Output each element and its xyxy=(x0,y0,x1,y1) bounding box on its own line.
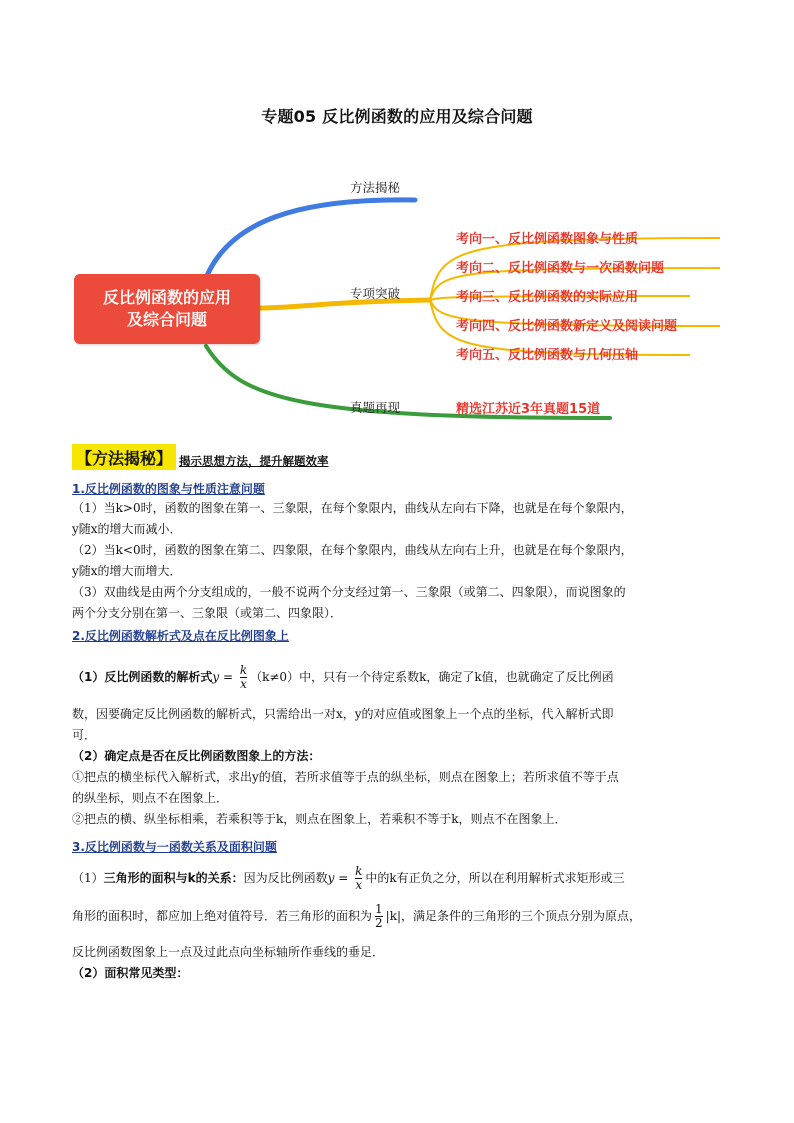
formula-equals: = xyxy=(219,670,237,684)
branch-method-label: 方法揭秘 xyxy=(350,180,401,195)
fraction-denominator: x xyxy=(240,677,247,691)
text-line: 两个分支分别在第一、三象限（或第二、四象限）． xyxy=(72,606,343,620)
formula-y: y xyxy=(212,670,220,684)
text-line: （1）当k>0时，函数的图象在第一、三象限，在每个象限内，曲线从左向右下降，也就是在每个象限内， xyxy=(72,501,633,515)
text-line: y随x的增大而增大． xyxy=(72,564,182,578)
special-branch-line xyxy=(258,300,430,308)
formula-line xyxy=(72,660,724,694)
center-line-1: 反比例函数的应用 xyxy=(102,288,231,307)
formula-line xyxy=(72,896,724,936)
fraction-one-half xyxy=(375,903,383,930)
text-line: 中的k有正负之分，所以在利用解析式求矩形或三 xyxy=(365,871,625,885)
text-line: 反比例函数图象上一点及过此点向坐标轴所作垂线的垂足． xyxy=(72,945,385,959)
text-line: 数，因要确定反比例函数的解析式，只需给出一对x，y的对应值或图象上一个点的坐标，代入解析式即 xyxy=(72,707,614,721)
fraction-numerator: 1 xyxy=(375,902,383,916)
method-branch-line xyxy=(206,200,415,278)
section-head-subtitle: 揭示思想方法，提升解题效率 xyxy=(179,454,329,468)
text-line: （k≠0）中，只有一个待定系数k，确定了k值，也就确定了反比例函 xyxy=(250,670,614,684)
exam-item: 精选江苏近3年真题15道 xyxy=(456,402,601,417)
text-line: ②把点的横、纵坐标相乘，若乘积等于k，则点在图象上，若乘积不等于k，则点不在图象上． xyxy=(72,812,567,826)
formula-equals: = xyxy=(334,871,353,885)
text-line: （2）当k<0时，函数的图象在第二、四象限，在每个象限内，曲线从左向右上升，也就是在每个象限内， xyxy=(72,543,633,557)
fraction-denominator: 2 xyxy=(375,916,383,930)
fraction-numerator: k xyxy=(355,864,363,878)
text-bold: 三角形的面积与k的关系： xyxy=(103,871,244,885)
branch-exam-label: 真题再现 xyxy=(350,400,401,415)
fraction-numerator: k xyxy=(239,663,248,677)
text-line: （3）双曲线是由两个分支组成的，一般不说两个分支经过第一、三象限（或第二、四象限），而说图象的 xyxy=(72,585,626,599)
text-bold: （1）反比例函数的解析式 xyxy=(72,670,213,684)
text-line: |k|，满足条件的三角形的三个顶点分别为原点， xyxy=(385,909,642,923)
page-title: 专题05 反比例函数的应用及综合问题 xyxy=(261,107,533,126)
section-head-title: 【方法揭秘】 xyxy=(72,444,176,470)
text-line: ①把点的横坐标代入解析式，求出y的值，若所求值等于点的纵坐标，则点在图象上；若所求值不等于点 xyxy=(72,770,619,784)
mindmap-center-node xyxy=(74,274,260,344)
special-item-1: 考向一、反比例函数图象与性质 xyxy=(456,232,639,247)
text-line: 因为反比例函数 xyxy=(243,871,328,885)
formula-y: y xyxy=(327,871,335,885)
paragraph-2-1 xyxy=(72,660,724,830)
center-line-2: 及综合问题 xyxy=(126,310,207,329)
branch-special-label: 专项突破 xyxy=(350,286,401,301)
text-line: 可． xyxy=(72,728,97,742)
text-bold: （2）确定点是否在反比例函数图象上的方法： xyxy=(72,749,321,763)
paragraph-3-1 xyxy=(72,860,724,984)
text-bold: （2）面积常见类型： xyxy=(72,966,189,980)
text-line: 角形的面积时，都应加上绝对值符号．若三角形的面积为 xyxy=(72,909,373,923)
special-item-4: 考向四、反比例函数新定义及阅读问题 xyxy=(456,319,678,334)
special-item-2: 考向二、反比例函数与一次函数问题 xyxy=(456,261,665,276)
heading-1: 1.反比例函数的图象与性质注意问题 xyxy=(72,482,265,496)
text-line: 的纵坐标，则点不在图象上． xyxy=(72,791,229,805)
fraction-k-over-x xyxy=(355,865,362,892)
special-item-5: 考向五、反比例函数与几何压轴 xyxy=(456,348,639,363)
formula-line xyxy=(72,860,724,896)
text-line: y随x的增大而减小． xyxy=(72,522,182,536)
fraction-denominator: x xyxy=(355,878,363,892)
special-item-3: 考向三、反比例函数的实际应用 xyxy=(456,290,639,305)
section-header xyxy=(72,444,329,470)
fraction-k-over-x xyxy=(240,664,247,691)
paragraph-1-1 xyxy=(72,498,724,624)
heading-2: 2.反比例函数解析式及点在反比例图象上 xyxy=(72,629,289,643)
text-line: （1） xyxy=(72,871,104,885)
heading-3: 3.反比例函数与一函数关系及面积问题 xyxy=(72,840,277,854)
